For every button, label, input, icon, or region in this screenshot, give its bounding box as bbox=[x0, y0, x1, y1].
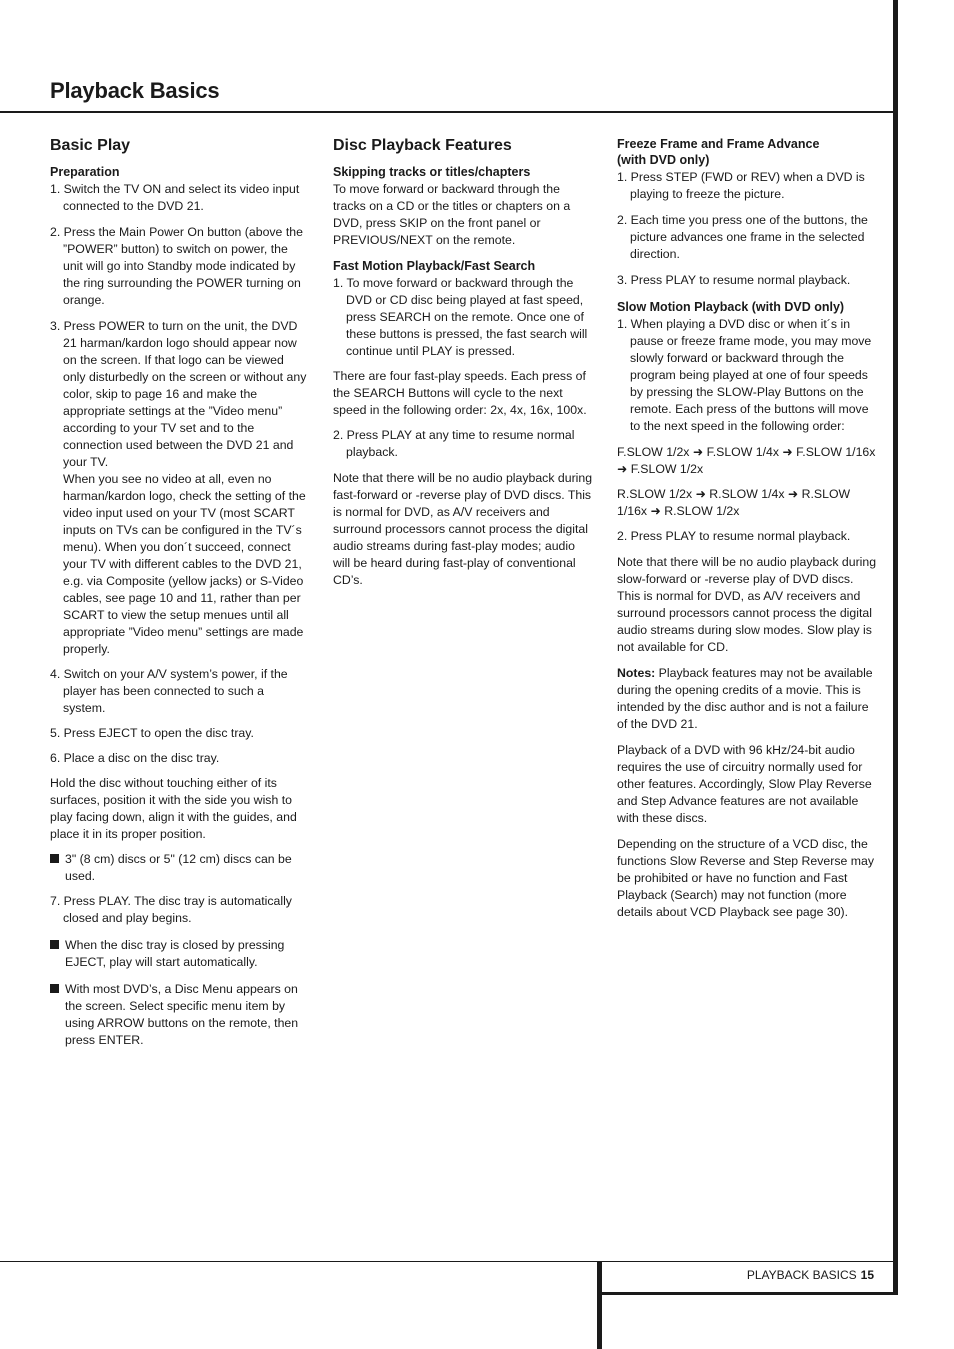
page-title: Playback Basics bbox=[50, 78, 220, 103]
footer-rule bbox=[0, 1261, 898, 1262]
bullet-text: When the disc tray is closed by pressing EJECT, play will start automatically. bbox=[65, 938, 285, 969]
fast-audio-note: Note that there will be no audio playback during fast-forward or -reverse play of DVD discs. This is normal for DVD, as A/V receivers and surround processors cannot process the digital audio streams during fast-play modes; audio will be heard during fast-play of conventional CD’s. bbox=[333, 471, 593, 587]
notes-paragraph bbox=[617, 665, 879, 733]
square-bullet-icon bbox=[50, 940, 59, 949]
freeze-heading-line-2: (with DVD only) bbox=[617, 153, 710, 167]
fast-step-1: 1. To move forward or backward through the DVD or CD disc being played at fast speed, press SEARCH on the remote. Once one of these buttons is pressed, the fast search will continue until PLAY is pressed. bbox=[333, 276, 588, 358]
subheading-slow-motion: Slow Motion Playback (with DVD only) bbox=[617, 300, 845, 314]
khz-note: Playback of a DVD with 96 kHz/24-bit audio requires the use of circuitry normally used for other features. Accordingly, Slow Play Reverse and Step Advance features are not available with these discs. bbox=[617, 743, 872, 825]
hold-disc-text: Hold the disc without touching either of its surfaces, position it with the side you wish to play facing down, align it with the guides, and place it in its proper position. bbox=[50, 776, 297, 841]
freeze-step-1: 1. Press STEP (FWD or REV) when a DVD is playing to freeze the picture. bbox=[617, 170, 865, 201]
notes-label: Notes: bbox=[617, 666, 656, 680]
step-6: 6. Place a disc on the disc tray. bbox=[50, 751, 220, 765]
step-3: 3. Press POWER to turn on the unit, the DVD 21 harman/kardon logo should appear now on the screen. If that logo can be viewed only disturbedly on the screen or without any color, skip to page 16 and make the appropriate settings at the ”Video menu” according to your TV set and to the connection used between the DVD 21 and your TV. bbox=[50, 319, 307, 469]
freeze-step-3: 3. Press PLAY to resume normal playback. bbox=[617, 273, 851, 287]
reverse-slow-sequence: R.SLOW 1/2x ➜ R.SLOW 1/4x ➜ R.SLOW 1/16x ➜ R.SLOW 1/2x bbox=[617, 487, 851, 518]
section-heading-basic-play: Basic Play bbox=[50, 137, 131, 154]
bullet-eject-play bbox=[50, 937, 308, 971]
footer-section-name: PLAYBACK BASICS bbox=[746, 1268, 857, 1282]
vcd-note: Depending on the structure of a VCD disc, the functions Slow Reverse and Step Reverse may be prohibited or have no function and Fast Playback (Search) may not function (more details about VCD Playback see page 30). bbox=[617, 837, 874, 919]
subheading-preparation: Preparation bbox=[50, 165, 120, 179]
page-number: 15 bbox=[860, 1268, 874, 1282]
skip-text: To move forward or backward through the tracks on a CD or the titles or chapters on a DVD, press SKIP on the front panel or PREVIOUS/NEXT on the remote. bbox=[333, 182, 571, 247]
slow-step-2: 2. Press PLAY to resume normal playback. bbox=[617, 529, 851, 543]
step-2: 2. Press the Main Power On button (above the ”POWER” button) to switch on power, the unit will go into Standby mode indicated by the ring surrounding the POWER turning on orange. bbox=[50, 225, 303, 307]
freeze-step-2: 2. Each time you press one of the buttons, the picture advances one frame in the selected direction. bbox=[617, 213, 868, 261]
bullet-disc-menu bbox=[50, 981, 308, 1049]
fast-step-2: 2. Press PLAY at any time to resume normal playback. bbox=[333, 428, 575, 459]
footer-box-bottom bbox=[597, 1292, 898, 1295]
forward-slow-sequence: F.SLOW 1/2x ➜ F.SLOW 1/4x ➜ F.SLOW 1/16x ➜ F.SLOW 1/2x bbox=[617, 445, 876, 476]
bullet-disc-sizes bbox=[50, 851, 308, 885]
step-7: 7. Press PLAY. The disc tray is automatically closed and play begins. bbox=[50, 894, 292, 925]
subheading-fast-motion: Fast Motion Playback/Fast Search bbox=[333, 259, 536, 273]
square-bullet-icon bbox=[50, 854, 59, 863]
slow-audio-note: Note that there will be no audio playback during slow-forward or -reverse play of DVD discs. This is normal for DVD, as A/V receivers and surround processors cannot process the digital audio streams during slow modes. Slow play is not available for CD. bbox=[617, 555, 877, 654]
footer-left-bar bbox=[597, 1262, 602, 1349]
right-margin-bar bbox=[893, 0, 898, 1295]
column-disc-playback bbox=[333, 136, 593, 597]
subheading-skipping: Skipping tracks or titles/chapters bbox=[333, 165, 531, 179]
section-heading-disc-playback: Disc Playback Features bbox=[333, 137, 512, 154]
freeze-heading-line-1: Freeze Frame and Frame Advance bbox=[617, 137, 820, 151]
page-footer bbox=[747, 1268, 874, 1282]
subheading-freeze-frame bbox=[617, 136, 879, 168]
header-rule bbox=[0, 111, 898, 113]
step-5: 5. Press EJECT to open the disc tray. bbox=[50, 726, 254, 740]
bullet-text: 3" (8 cm) discs or 5" (12 cm) discs can be used. bbox=[65, 852, 292, 883]
step-3-continued: When you see no video at all, even no harman/kardon logo, check the setting of the video input used on your TV (most SCART inputs on TVs can be configured in the TV´s menu). When you don´t succeed, connect your TV with different cables to the DVD 21, e.g. via Composite (yellow jacks) or S-Video cables, see page 10 and 11, rather than per SCART to view the setup menues until all appropriate ”Video menu” settings are made properly. bbox=[63, 472, 306, 656]
step-1: 1. Switch the TV ON and select its video input connected to the DVD 21. bbox=[50, 182, 300, 213]
slow-step-1: 1. When playing a DVD disc or when it´s in pause or freeze frame mode, you may move slowly forward or backward through the program being played at one of four speeds by pressing the SLOW-Play Buttons on the remote. Each press of the buttons will move to the next speed in the following order: bbox=[617, 317, 872, 433]
step-4: 4. Switch on your A/V system’s power, if the player has been connected to such a system. bbox=[50, 667, 288, 715]
square-bullet-icon bbox=[50, 984, 59, 993]
fast-speeds-text: There are four fast-play speeds. Each press of the SEARCH Buttons will cycle to the next speed in the following order: 2x, 4x, 16x, 100x. bbox=[333, 369, 587, 417]
column-freeze-slow bbox=[617, 136, 879, 929]
notes-text: Playback features may not be available during the opening credits of a movie. This is intended by the disc author and is not a failure of the DVD 21. bbox=[617, 666, 873, 731]
bullet-text: With most DVD’s, a Disc Menu appears on the screen. Select specific menu item by using ARROW buttons on the remote, then press ENTER. bbox=[65, 982, 299, 1047]
column-basic-play bbox=[50, 136, 308, 1057]
